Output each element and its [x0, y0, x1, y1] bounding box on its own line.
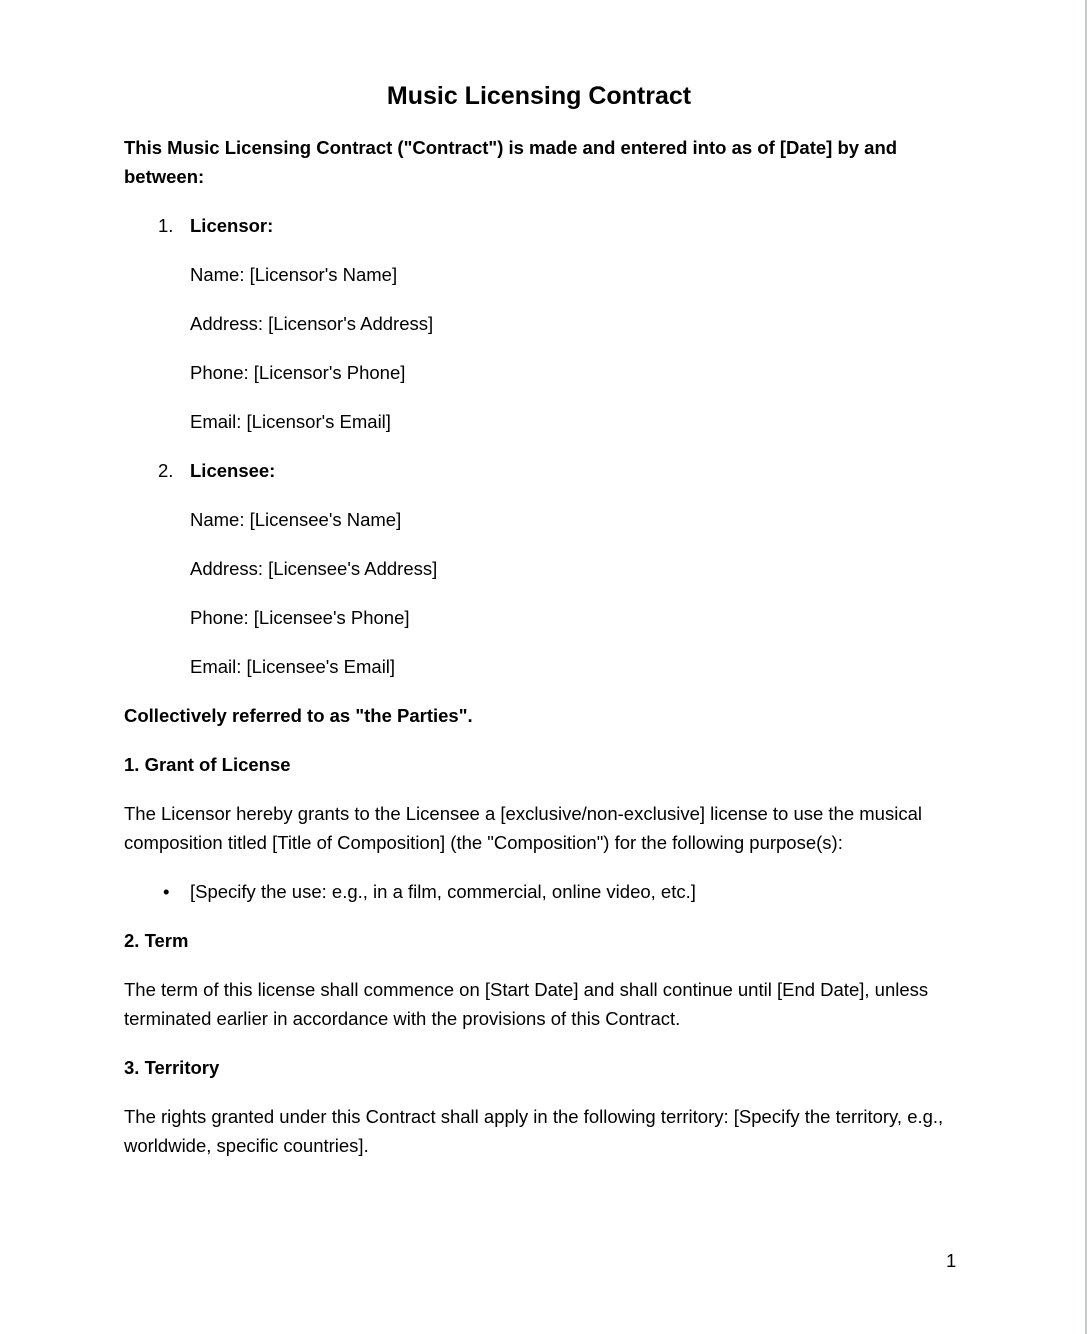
- section-paragraph-territory: The rights granted under this Contract shall apply in the following territory: [Specify the territory, e.g., worldwide, specific countries].: [124, 1106, 944, 1156]
- bullet-icon: •: [163, 881, 170, 902]
- page-number: 1: [946, 1250, 957, 1271]
- section-heading-grant-of-license: 1. Grant of License: [124, 754, 291, 775]
- list-number: 2.: [158, 460, 174, 481]
- list-number: 1.: [158, 215, 174, 236]
- party-field-email: Email: [Licensee's Email]: [190, 656, 396, 677]
- party-label: Licensee:: [190, 460, 276, 481]
- bullet-list-item: [124, 877, 954, 906]
- section-paragraph-grant-of-license: The Licensor hereby grants to the Licensee a [exclusive/non-exclusive] license to use the musical composition titled [Title of Composition] (the "Composition") for the following purpose(s):: [124, 803, 922, 853]
- party-item-licensee: [124, 456, 954, 485]
- section-heading-territory: 3. Territory: [124, 1057, 220, 1078]
- intro-paragraph: This Music Licensing Contract ("Contract") is made and entered into as of [Date] by and between:: [124, 137, 898, 187]
- party-field-name: Name: [Licensee's Name]: [190, 509, 402, 530]
- party-item-licensor: [124, 211, 954, 240]
- page-title: Music Licensing Contract: [386, 82, 692, 110]
- party-field-email: Email: [Licensor's Email]: [190, 411, 391, 432]
- section-heading-term: 2. Term: [124, 930, 189, 951]
- party-label: Licensor:: [190, 215, 274, 236]
- party-field-address: Address: [Licensor's Address]: [190, 313, 434, 334]
- bullet-text: [Specify the use: e.g., in a film, commercial, online video, etc.]: [190, 881, 696, 902]
- page-edge-line: [1085, 0, 1087, 1334]
- party-field-name: Name: [Licensor's Name]: [190, 264, 398, 285]
- party-field-phone: Phone: [Licensee's Phone]: [190, 607, 410, 628]
- section-paragraph-term: The term of this license shall commence on [Start Date] and shall continue until [End Date], unless terminated earlier in accordance with the provisions of this Contract.: [124, 979, 929, 1029]
- parties-note: Collectively referred to as "the Parties".: [124, 705, 473, 726]
- contract-document: [124, 79, 954, 1180]
- party-field-phone: Phone: [Licensor's Phone]: [190, 362, 406, 383]
- party-field-address: Address: [Licensee's Address]: [190, 558, 438, 579]
